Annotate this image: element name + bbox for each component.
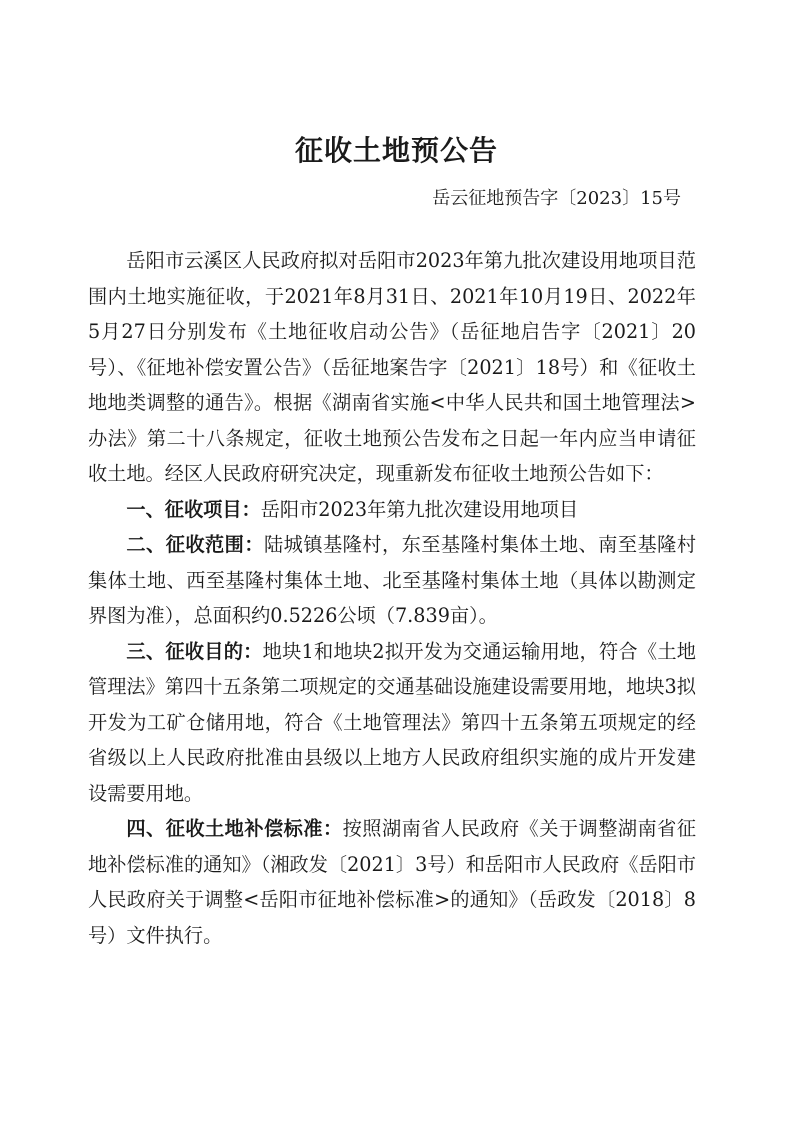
document-body (88, 243, 696, 953)
section-heading: 三、征收目的： (126, 639, 263, 663)
section-heading: 四、征收土地补偿标准： (126, 817, 343, 840)
document-title: 征收土地预公告 (294, 134, 498, 167)
document-number: 岳云征地预告字〔2023〕15号 (432, 188, 681, 209)
section-heading: 二、征收范围： (126, 533, 264, 556)
intro-paragraph: 岳阳市云溪区人民政府拟对岳阳市2023年第九批次建设用地项目范围内土地实施征收，于2021年8月31日、2021年10月19日、2022年5月27日分别发布《土地征收启动公告》（岳征地启告字〔2021〕20号）、《征地补偿安置公告》（岳征地案告字〔2021〕18号）和《征收土地地类调整的通告》。根据《湖南省实施<中华人民共和国土地管理法>办法》第二十八条规定，征收土地预公告发布之日起一年内应当申请征收土地。经区人民政府研究决定，现重新发布征收土地预公告如下： (88, 249, 696, 485)
section-purpose (88, 634, 696, 812)
section-heading: 一、征收项目： (126, 497, 261, 521)
section-project (88, 492, 696, 528)
section-scope (88, 527, 696, 634)
section-compensation (88, 811, 696, 953)
section-text: 地块1和地块2拟开发为交通运输用地，符合《土地管理法》第四十五条第二项规定的交通基础设施建设需要用地，地块3拟开发为工矿仓储用地，符合《土地管理法》第四十五条第五项规定的经省级以上人民政府批准由县级以上地方人民政府组织实施的成片开发建设需要用地。 (88, 639, 696, 805)
section-text: 岳阳市2023年第九批次建设用地项目 (260, 497, 579, 521)
section-text: 按照湖南省人民政府《关于调整湖南省征地补偿标准的通知》（湘政发〔2021〕3号）和岳阳市人民政府《岳阳市人民政府关于调整<岳阳市征地补偿标准>的通知》（岳政发〔2018〕8号）文件执行。 (88, 817, 697, 947)
section-text: 陆城镇基隆村，东至基隆村集体土地、南至基隆村集体土地、西至基隆村集体土地、北至基隆村集体土地（具体以勘测定界图为准），总面积约0.5226公顷（7.839亩）。 (88, 533, 697, 627)
